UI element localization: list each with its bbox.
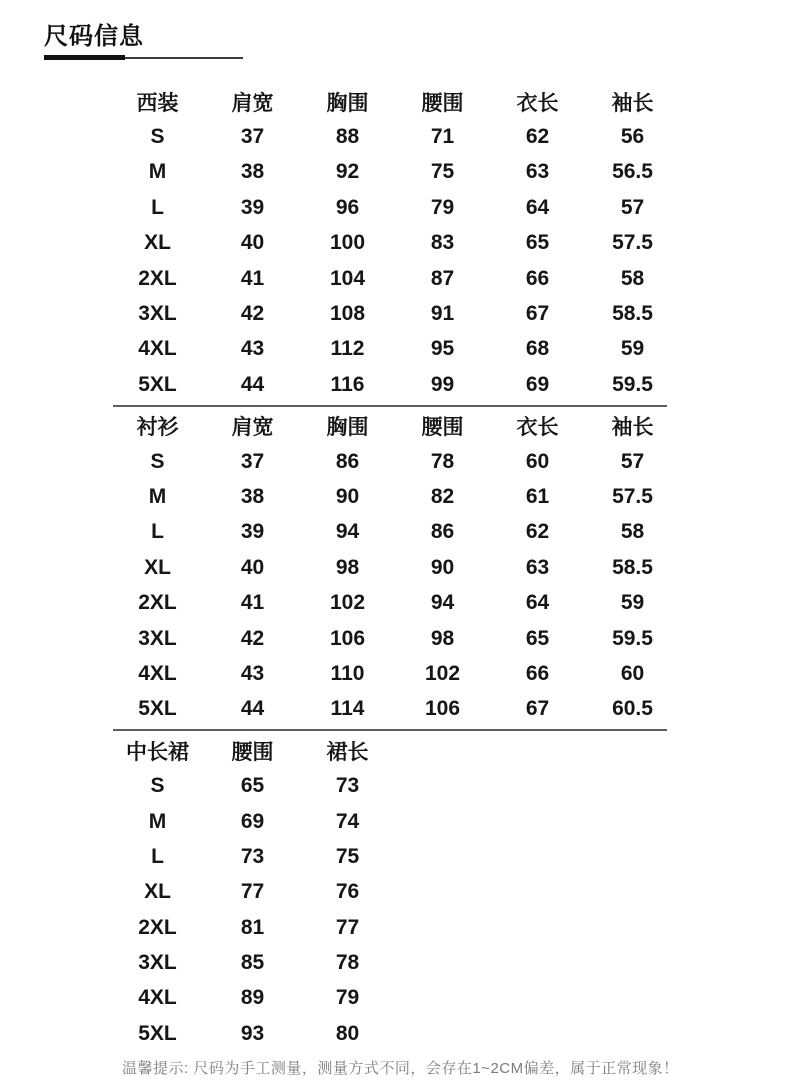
table-cell: 75 (335, 844, 360, 868)
table-row (110, 768, 710, 803)
table-cell: 73 (240, 844, 265, 868)
table-cell: 67 (525, 302, 550, 326)
table-header-row (110, 84, 710, 119)
table-row (110, 839, 710, 874)
table-cell: 73 (335, 774, 360, 798)
table-row (110, 190, 710, 225)
table-cell: 44 (240, 372, 265, 396)
table-cell: L (151, 195, 164, 219)
table-cell: 63 (525, 160, 550, 184)
table-cell: 5XL (138, 1021, 177, 1045)
table-cell: 3XL (138, 951, 177, 975)
table-cell: 108 (329, 302, 366, 326)
table-row (110, 479, 710, 514)
table-cell: 58.5 (612, 302, 653, 326)
table-cell: 78 (335, 951, 360, 975)
table-cell: 57.5 (612, 231, 653, 255)
table-cell: 110 (330, 661, 365, 685)
table-row (110, 875, 710, 910)
table-cell: 77 (335, 915, 360, 939)
table-cell: 86 (335, 449, 360, 473)
table-cell: 38 (240, 484, 265, 508)
table-row (110, 155, 710, 190)
table-cell: 60.5 (612, 697, 653, 721)
table-row (110, 119, 710, 154)
table-cell: 57 (620, 195, 645, 219)
table-cell: 58 (620, 520, 645, 544)
table-header-row (110, 409, 710, 444)
table-cell: S (150, 774, 165, 798)
column-header: 中长裙 (126, 740, 189, 764)
table-cell: 4XL (138, 986, 177, 1010)
table-cell: 58.5 (612, 555, 653, 579)
table-cell: 56 (620, 125, 645, 149)
table-cell: 116 (330, 372, 365, 396)
table-cell: 106 (329, 626, 366, 650)
table-cell: 88 (335, 125, 360, 149)
table-cell: L (151, 520, 164, 544)
table-cell: 2XL (138, 591, 177, 615)
table-cell: 92 (335, 160, 360, 184)
table-cell: 37 (240, 449, 265, 473)
table-cell: 102 (329, 591, 366, 615)
table-cell: S (150, 125, 165, 149)
table-cell: 39 (240, 195, 265, 219)
table-cell: 104 (329, 266, 366, 290)
table-row (110, 692, 710, 727)
table-cell: 69 (240, 809, 265, 833)
table-cell: 91 (430, 302, 455, 326)
table-cell: 43 (240, 337, 265, 361)
page-title: 尺码信息 (44, 23, 144, 50)
column-header: 腰围 (231, 740, 274, 764)
table-cell: L (151, 844, 164, 868)
table-cell: 65 (525, 626, 550, 650)
size-table-skirt (110, 733, 710, 1052)
table-cell: 79 (335, 986, 360, 1010)
title-underline (44, 55, 243, 60)
column-header: 胸围 (326, 91, 369, 115)
table-cell: 83 (430, 231, 455, 255)
table-cell: 40 (240, 231, 265, 255)
table-cell: 57 (620, 449, 645, 473)
size-table-shirt (110, 409, 710, 728)
table-cell: M (148, 809, 167, 833)
table-cell: 38 (240, 160, 265, 184)
table-cell: 79 (430, 195, 455, 219)
table-cell: 86 (430, 520, 455, 544)
table-cell: 43 (240, 661, 265, 685)
table-cell: 94 (430, 591, 455, 615)
table-cell: 90 (335, 484, 360, 508)
table-cell: 63 (525, 555, 550, 579)
table-cell: 5XL (138, 697, 177, 721)
table-row (110, 656, 710, 691)
table-cell: 40 (240, 555, 265, 579)
table-cell: 71 (430, 125, 455, 149)
table-cell: 65 (240, 774, 265, 798)
size-table-suit (110, 84, 710, 403)
table-cell: 41 (240, 591, 265, 615)
table-cell: 98 (335, 555, 360, 579)
page-header (44, 24, 243, 60)
table-cell: 3XL (138, 626, 177, 650)
table-cell: 65 (525, 231, 550, 255)
column-header: 腰围 (421, 91, 464, 115)
column-header: 裙长 (326, 740, 369, 764)
table-cell: 64 (525, 591, 550, 615)
table-header-row (110, 733, 710, 768)
size-tables (110, 84, 710, 1078)
table-cell: 102 (424, 661, 461, 685)
column-header: 肩宽 (231, 91, 274, 115)
table-cell: 66 (525, 266, 550, 290)
table-cell: 94 (335, 520, 360, 544)
table-cell: 69 (525, 372, 550, 396)
table-cell: 66 (525, 661, 550, 685)
column-header: 衬衫 (136, 416, 179, 440)
table-cell: 56.5 (612, 160, 653, 184)
table-row (110, 945, 710, 980)
title-underline-thin (125, 57, 243, 59)
table-row (110, 585, 710, 620)
table-row (110, 981, 710, 1016)
column-header: 袖长 (611, 91, 654, 115)
table-cell: 76 (335, 880, 360, 904)
table-cell: 75 (430, 160, 455, 184)
table-cell: 82 (430, 484, 455, 508)
table-cell: S (150, 449, 165, 473)
table-cell: 98 (430, 626, 455, 650)
table-cell: 106 (424, 697, 461, 721)
table-cell: 60 (620, 661, 645, 685)
table-cell: 62 (525, 125, 550, 149)
table-row (110, 1016, 710, 1051)
table-cell: 78 (430, 449, 455, 473)
table-cell: 62 (525, 520, 550, 544)
table-row (110, 261, 710, 296)
column-header: 衣长 (516, 91, 559, 115)
column-header: 腰围 (421, 416, 464, 440)
table-cell: 59 (620, 591, 645, 615)
table-cell: 96 (335, 195, 360, 219)
table-cell: 4XL (138, 661, 177, 685)
table-cell: 77 (240, 880, 265, 904)
table-cell: 81 (240, 915, 265, 939)
footer-note: 温馨提示: 尺码为手工测量，测量方式不同，会存在1~2CM偏差，属于正常现象！ (122, 1059, 679, 1077)
table-row (110, 226, 710, 261)
table-cell: 39 (240, 520, 265, 544)
table-row (110, 621, 710, 656)
column-header: 肩宽 (231, 416, 274, 440)
table-cell: 114 (330, 697, 365, 721)
table-cell: 2XL (138, 266, 177, 290)
table-cell: 100 (329, 231, 366, 255)
table-cell: 93 (240, 1021, 265, 1045)
title-underline-thick (44, 55, 125, 60)
table-cell: XL (144, 880, 171, 904)
table-cell: 5XL (138, 372, 177, 396)
table-cell: 42 (240, 302, 265, 326)
table-cell: 57.5 (612, 484, 653, 508)
table-cell: 44 (240, 697, 265, 721)
table-cell: 87 (430, 266, 455, 290)
table-cell: 61 (525, 484, 550, 508)
table-cell: XL (144, 555, 171, 579)
table-cell: 2XL (138, 915, 177, 939)
table-cell: 41 (240, 266, 265, 290)
table-row (110, 515, 710, 550)
table-cell: 85 (240, 951, 265, 975)
table-cell: 60 (525, 449, 550, 473)
table-cell: 99 (430, 372, 455, 396)
table-row (110, 332, 710, 367)
table-cell: 59.5 (612, 626, 653, 650)
table-row (110, 910, 710, 945)
table-cell: 95 (430, 337, 455, 361)
table-row (110, 367, 710, 402)
table-cell: 64 (525, 195, 550, 219)
table-cell: M (148, 484, 167, 508)
table-cell: 67 (525, 697, 550, 721)
table-cell: 58 (620, 266, 645, 290)
table-row (110, 444, 710, 479)
table-cell: 112 (330, 337, 365, 361)
table-cell: 89 (240, 986, 265, 1010)
table-cell: 68 (525, 337, 550, 361)
table-cell: M (148, 160, 167, 184)
table-cell: 80 (335, 1021, 360, 1045)
table-cell: 37 (240, 125, 265, 149)
table-row (110, 550, 710, 585)
table-divider (113, 405, 667, 407)
column-header: 衣长 (516, 416, 559, 440)
column-header: 胸围 (326, 416, 369, 440)
table-cell: 42 (240, 626, 265, 650)
table-cell: 4XL (138, 337, 177, 361)
column-header: 袖长 (611, 416, 654, 440)
table-row (110, 804, 710, 839)
column-header: 西装 (136, 91, 179, 115)
table-cell: 3XL (138, 302, 177, 326)
table-cell: 59 (620, 337, 645, 361)
table-cell: 74 (335, 809, 360, 833)
table-cell: XL (144, 231, 171, 255)
table-cell: 59.5 (612, 372, 653, 396)
table-cell: 90 (430, 555, 455, 579)
table-row (110, 296, 710, 331)
table-divider (113, 729, 667, 731)
